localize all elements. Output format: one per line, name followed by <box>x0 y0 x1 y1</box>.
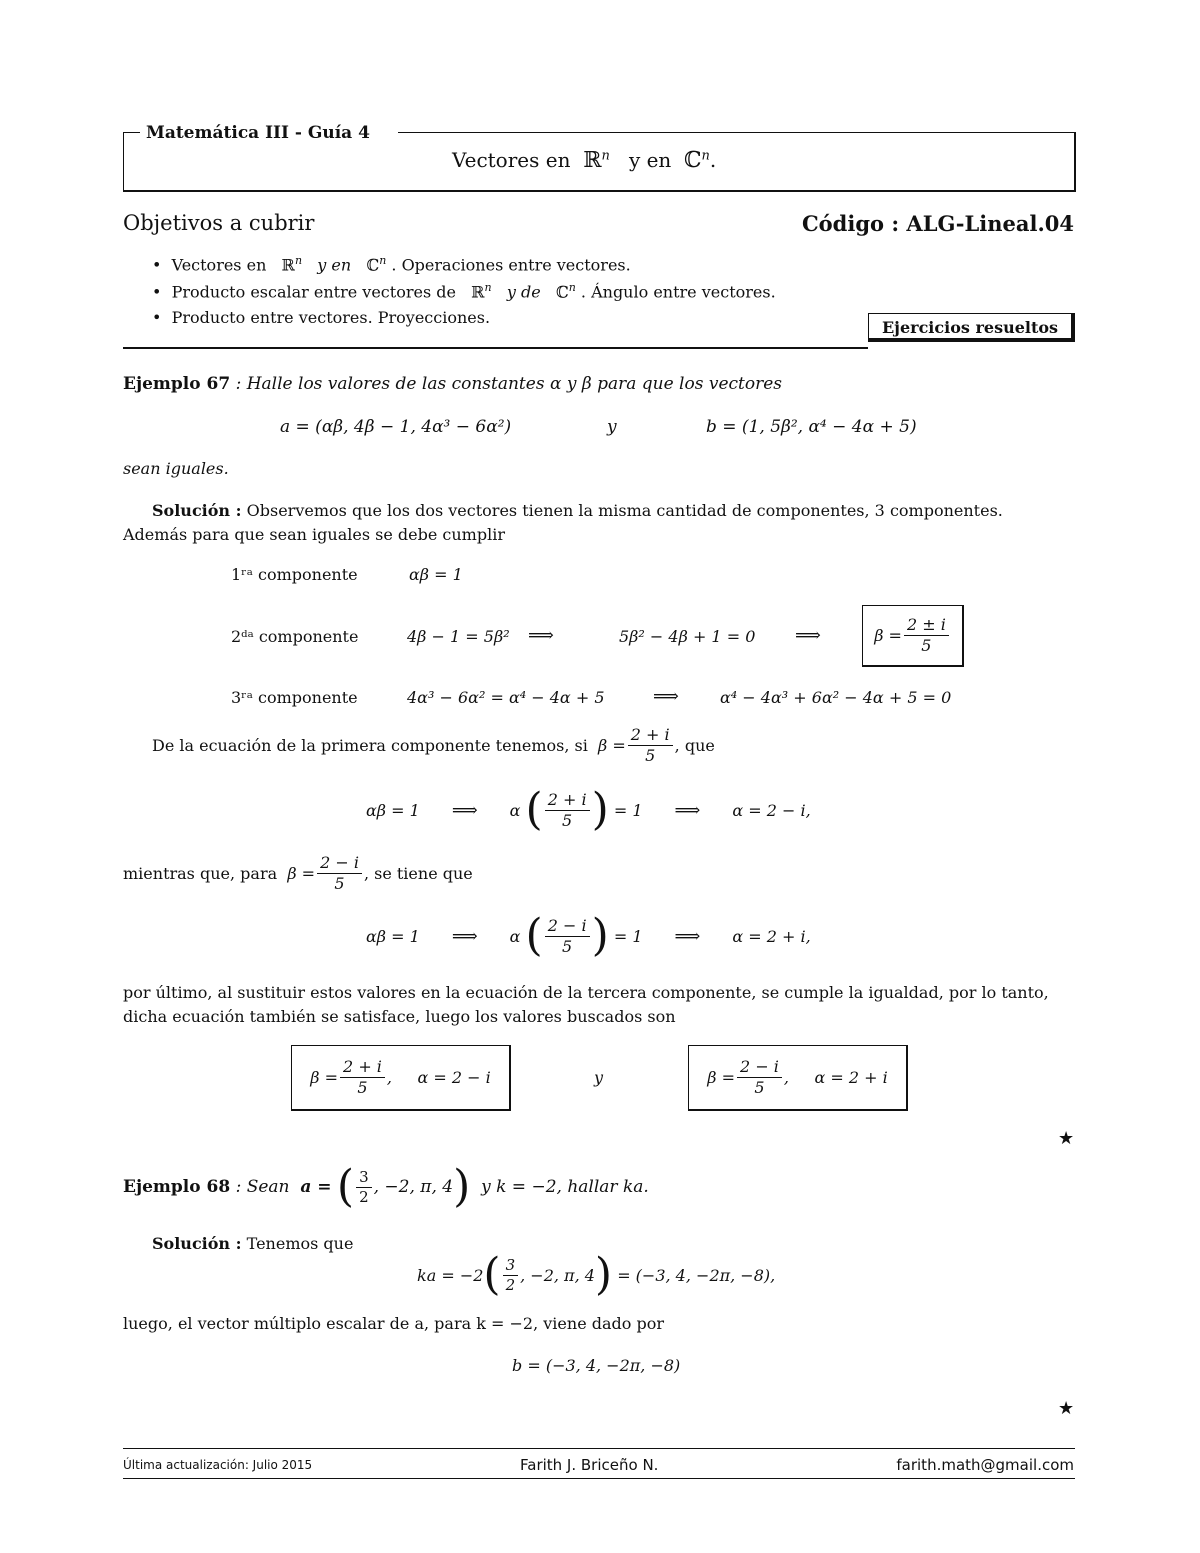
document-code: Código : ALG-Lineal.04 <box>801 211 1074 236</box>
component-2-eq1: 4β − 1 = 5β² <box>407 627 510 646</box>
bullet-icon: • <box>152 282 162 302</box>
end-star-icon: ★ <box>1058 1398 1075 1419</box>
statement-tail: sean iguales. <box>123 459 229 478</box>
vector-a-def: a = (αβ, 4β − 1, 4α³ − 6α²) <box>280 417 512 437</box>
component-3-eq2: α⁴ − 4α³ + 6α² − 4α + 5 = 0 <box>720 688 952 707</box>
header-top-line-left <box>123 132 140 133</box>
solution-67-line1: Solución : Observemos que los dos vectores tienen la misma cantidad de componentes, 3 componentes. <box>152 501 1003 520</box>
result-conj: y <box>594 1068 604 1087</box>
objective-item: • Vectores en ℝ$^n$ y en ℂ$^n$ . Operaciones entre vectores. <box>152 254 631 275</box>
footer-author: Farith J. Briceño N. <box>520 1456 659 1474</box>
vector-conj: y <box>607 417 617 437</box>
paragraph-conclusion-1: por último, al sustituir estos valores en la ecuación de la tercera componente, se cumple la igualdad, por lo tanto, <box>123 983 1049 1002</box>
component-3-label: 3ʳᵃ componente <box>231 688 358 707</box>
example-68-statement: Ejemplo 68 : Sean a = ( $\frac{3}{2}$ , −2, π, 4 ) y k = −2, hallar ka. <box>123 1161 649 1212</box>
scalar-product-calc: ka = −2 ( $\frac{3}{2}$ , −2, π, 4 ) = (−3, 4, −2π, −8), <box>417 1249 776 1300</box>
final-result-box-2: β = $\frac{2 - i}{5}$ , α = 2 + i <box>688 1045 908 1111</box>
final-result-box-1: β = $\frac{2 + i}{5}$ , α = 2 − i <box>291 1045 511 1111</box>
page-title: Vectores en ℝ$^n$ y en ℂ$^n$. <box>452 148 717 173</box>
footer-last-updated: Última actualización: Julio 2015 <box>123 1458 313 1472</box>
objective-item: • Producto entre vectores. Proyecciones. <box>152 308 491 327</box>
footer-email: farith.math@gmail.com <box>896 1456 1074 1474</box>
bullet-icon: • <box>152 255 162 275</box>
equation-alpha-1: αβ = 1 ⟹ α ( $\frac{2 + i}{5}$ ) = 1 ⟹ α = 2 − i, <box>366 784 811 835</box>
solved-exercises-badge: Ejercicios resueltos <box>868 313 1075 342</box>
footer-rule-bottom <box>123 1478 1075 1479</box>
vector-b-result: b = (−3, 4, −2π, −8) <box>512 1356 681 1375</box>
section-rule <box>123 347 868 349</box>
example-68-label: Ejemplo 68 <box>123 1177 231 1197</box>
footer-rule-top <box>123 1448 1075 1449</box>
paragraph-conclusion-2: dicha ecuación también se satisface, luego los valores buscados son <box>123 1007 676 1026</box>
vector-b-def: b = (1, 5β², α⁴ − 4α + 5) <box>706 417 917 437</box>
implies-icon: ⟹ <box>795 625 821 646</box>
component-2-label: 2ᵈᵃ componente <box>231 627 359 646</box>
solution-label: Solución : <box>152 501 242 520</box>
solution-label: Solución : <box>152 1234 242 1253</box>
paragraph-second-case: mientras que, para β = $\frac{2 - i}{5}$ , se tiene que <box>123 853 473 893</box>
solution-68-line1: Solución : Tenemos que <box>152 1234 354 1253</box>
implies-icon: ⟹ <box>653 686 679 707</box>
solution-67-line2: Además para que sean iguales se debe cumplir <box>123 525 505 544</box>
paragraph-68: luego, el vector múltiplo escalar de a, para k = −2, viene dado por <box>123 1314 665 1333</box>
equation-alpha-2: αβ = 1 ⟹ α ( $\frac{2 - i}{5}$ ) = 1 ⟹ α = 2 + i, <box>366 910 811 961</box>
example-67-label: Ejemplo 67 <box>123 374 231 394</box>
objective-item: • Producto escalar entre vectores de ℝ$^n$ y de ℂ$^n$ . Ángulo entre vectores. <box>152 281 776 302</box>
objectives-heading: Objetivos a cubrir <box>123 211 315 235</box>
implies-icon: ⟹ <box>528 625 554 646</box>
course-label: Matemática III - Guía 4 <box>146 123 370 143</box>
example-67-statement: Ejemplo 67 : Halle los valores de las constantes α y β para que los vectores <box>123 374 783 394</box>
component-2-eq2: 5β² − 4β + 1 = 0 <box>619 627 756 646</box>
paragraph-first-component: De la ecuación de la primera componente tenemos, si β = $\frac{2 + i}{5}$ , que <box>152 725 715 765</box>
component-3-eq1: 4α³ − 6α² = α⁴ − 4α + 5 <box>407 688 605 707</box>
component-1-eq: αβ = 1 <box>409 565 463 584</box>
end-star-icon: ★ <box>1058 1128 1075 1149</box>
beta-result-box: β = $\frac{2 \pm i}{5}$ <box>862 605 964 667</box>
header-top-line-right <box>398 132 1075 133</box>
component-1-label: 1ʳᵃ componente <box>231 565 358 584</box>
bullet-icon: • <box>152 308 162 327</box>
